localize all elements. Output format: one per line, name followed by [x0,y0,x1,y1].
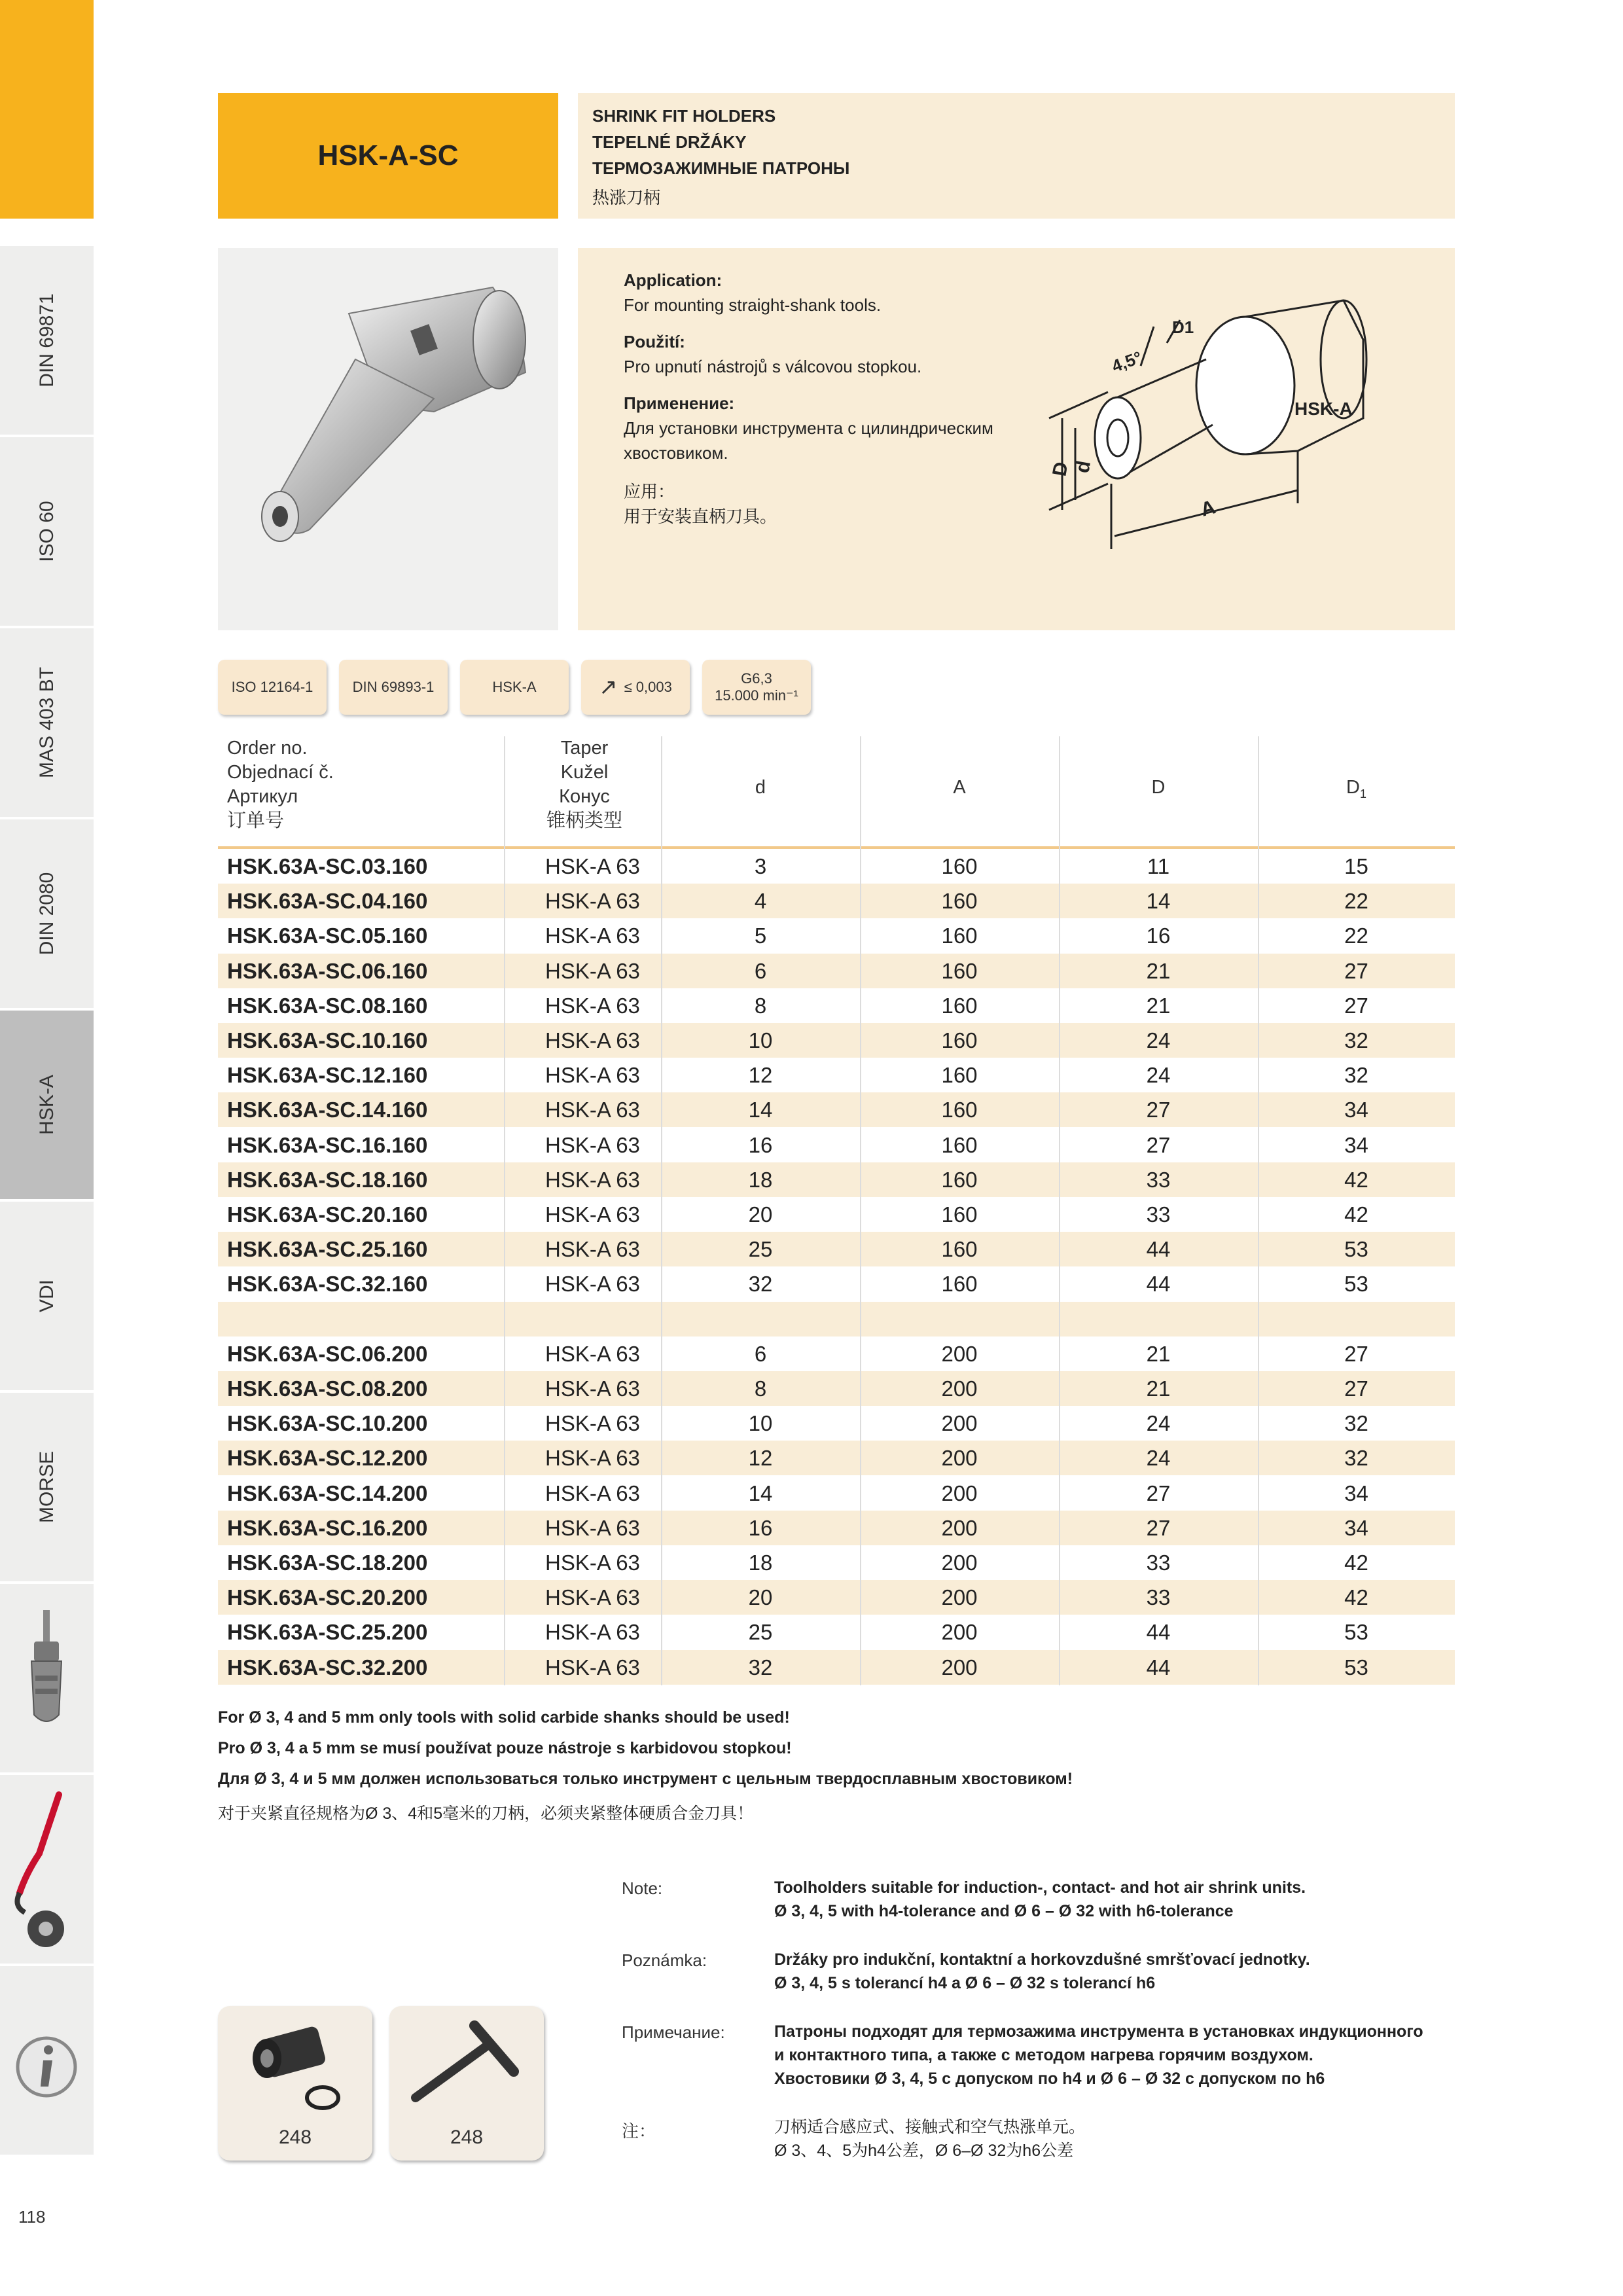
table-row [218,1128,1455,1162]
cell-d: 16 [1146,924,1171,948]
header-A: A [953,777,966,798]
cell-d: 21 [1146,993,1171,1018]
cell-d: 44 [1146,1272,1171,1297]
cell-taper: HSK-A 63 [545,1167,640,1192]
cell-d1: 53 [1344,1272,1368,1297]
cell-a: 200 [941,1620,978,1645]
table-row [218,1058,1455,1092]
cell-order-no: HSK.63A-SC.18.200 [227,1551,428,1575]
tab-din-2080[interactable] [0,819,94,1011]
cell-d1: 34 [1344,1515,1368,1540]
cell-order-no: HSK.63A-SC.14.160 [227,1098,428,1122]
cell-d [661,1302,860,1336]
cell-d1: 32 [1344,1446,1368,1471]
cell-d: 5 [754,924,767,948]
tab-label: VDI [35,1279,58,1313]
cell-a: 160 [941,1132,978,1157]
cell-d1: 32 [1344,1028,1368,1052]
cell-d: 44 [1146,1237,1171,1262]
cell-d1: 42 [1344,1202,1368,1227]
dim-label-D: D [1048,460,1073,478]
table-row [218,1650,1455,1685]
tab-hsk-a[interactable] [0,1011,94,1202]
tab-label: MAS 403 BT [35,666,58,779]
info-icon [0,1966,94,2155]
cell-d: 24 [1146,1411,1171,1436]
shrink-holder-image [218,248,558,630]
table-row [218,1092,1455,1127]
tab-label: DIN 2080 [35,872,58,956]
accessory-page: 248 [278,2126,312,2148]
note-line: Патроны подходят для термозажима инструмента в установках индукционного [774,2022,1423,2041]
cell-d: 16 [748,1132,773,1157]
header-order-cz: Objednací č. [227,762,334,783]
column-divider [1059,736,1060,1685]
table-row [218,1476,1455,1511]
table-header [218,736,1455,849]
cell-d: 21 [1146,1341,1171,1366]
table-row [218,1023,1455,1058]
dim-label-angle: 4,5° [1109,347,1145,376]
badge-hsk [460,660,569,715]
header-order-cn: 订单号 [227,810,285,831]
drill-chuck-icon [0,1584,94,1772]
cell-d: 6 [754,958,767,983]
badge-runout [581,660,690,715]
badge-iso [218,660,327,715]
warning-ru: Для Ø 3, 4 и 5 мм должен использоваться только инструмент с цельным твердосплавным хвостовиком! [218,1770,1073,1788]
cell-d: 24 [1146,1028,1171,1052]
cell-d: 8 [754,1376,767,1401]
cell-taper: HSK-A 63 [545,1551,640,1575]
cell-d: 32 [748,1655,773,1679]
app-text-en: For mounting straight-shank tools. [624,295,882,315]
header-D1-main: D [1346,777,1360,798]
cell-d [1059,1302,1258,1336]
cell-d1: 34 [1344,1132,1368,1157]
badge-text: DIN 69893-1 [352,679,435,695]
note-line: Ø 3, 4, 5 s tolerancí h4 a Ø 6 – Ø 32 s tolerancí h6 [774,1974,1156,1992]
cell-d1: 22 [1344,924,1368,948]
note-label-ru: Примечание: [622,2022,725,2042]
cell-taper: HSK-A 63 [545,1655,640,1679]
category-en: SHRINK FIT HOLDERS [592,106,776,126]
header-d: d [755,777,766,798]
table-row [218,1371,1455,1406]
app-text-ru-1: Для установки инструмента с цилиндрическим [624,418,993,438]
tab-din-69871[interactable] [0,246,94,437]
header-D1-sub: 1 [1359,787,1366,800]
app-label-cn: 应用： [624,482,675,501]
app-text-ru-2: хвостовиком. [624,443,728,463]
cell-d: 24 [1146,1446,1171,1471]
cell-d1: 32 [1344,1063,1368,1088]
t-key-icon [389,2006,544,2124]
cell-taper: HSK-A 63 [545,854,640,878]
column-divider [504,736,505,1685]
cell-order-no: HSK.63A-SC.14.200 [227,1480,428,1505]
warning-cn: 对于夹紧直径规格为Ø 3、4和5毫米的刀柄，必须夹紧整体硬质合金刀具！ [218,1804,754,1823]
cell-order-no: HSK.63A-SC.12.200 [227,1446,428,1471]
header-taper-cz: Kužel [560,762,609,783]
category-cn: 热涨刀柄 [592,188,661,207]
cell-d: 3 [754,854,767,878]
cell-a: 160 [941,958,978,983]
cell-order-no: HSK.63A-SC.06.160 [227,958,428,983]
header-taper-cn: 锥柄类型 [546,810,622,831]
cell-a: 160 [941,1028,978,1052]
badge-text: HSK-A [492,679,537,695]
app-label-en: Application: [624,270,722,290]
cell-d1: 42 [1344,1585,1368,1610]
tab-vdi[interactable] [0,1202,94,1393]
cell-order-no: HSK.63A-SC.08.200 [227,1376,428,1401]
cell-d: 21 [1146,958,1171,983]
product-photo [218,248,558,630]
cell-a: 160 [941,1272,978,1297]
note-label-cn: 注： [622,2121,656,2141]
category-ru: ТЕРМОЗАЖИМНЫЕ ПАТРОНЫ [592,158,850,178]
table-row [218,1441,1455,1475]
tab-mas-403-bt[interactable] [0,628,94,819]
cell-d1: 34 [1344,1480,1368,1505]
note-line: Držáky pro indukční, kontaktní a horkovzdušné smršťovací jednotky. [774,1950,1310,1969]
cell-a: 160 [941,1098,978,1122]
cell-d1: 42 [1344,1551,1368,1575]
cell-taper: HSK-A 63 [545,924,640,948]
cell-taper: HSK-A 63 [545,1411,640,1436]
cell-order-no: HSK.63A-SC.16.200 [227,1515,428,1540]
table-row [218,849,1455,884]
note-line: Toolholders suitable for induction-, contact- and hot air shrink units. [774,1878,1306,1897]
dim-label-d: d [1071,459,1096,475]
badge-din [339,660,448,715]
table-row [218,1511,1455,1545]
cell-d1: 27 [1344,1341,1368,1366]
cell-d: 12 [748,1446,773,1471]
cell-a [860,1302,1059,1336]
cell-taper: HSK-A 63 [545,1620,640,1645]
cell-taper: HSK-A 63 [545,1376,640,1401]
cell-order-no: HSK.63A-SC.03.160 [227,854,428,878]
cell-d: 33 [1146,1167,1171,1192]
cell-order-no: HSK.63A-SC.20.160 [227,1202,428,1227]
app-label-ru: Применение: [624,393,735,413]
cell-d: 11 [1147,854,1170,878]
accessory-collet[interactable] [218,2006,372,2161]
cell-order-no: HSK.63A-SC.25.200 [227,1620,428,1645]
cell-a: 160 [941,1202,978,1227]
table-row [218,1545,1455,1580]
table-row [218,884,1455,918]
app-text-cn: 用于安装直柄刀具。 [624,507,777,526]
product-title-box [218,93,558,219]
note-line: Ø 3、4、5为h4公差，Ø 6–Ø 32为h6公差 [774,2142,1074,2160]
cell-order-no: HSK.63A-SC.25.160 [227,1237,428,1262]
note-line: Хвостовики Ø 3, 4, 5 с допуском по h4 и Ø 6 – Ø 32 с допуском по h6 [774,2070,1325,2088]
cell-d: 27 [1146,1515,1171,1540]
cell-order-no: HSK.63A-SC.12.160 [227,1063,428,1088]
accessory-key[interactable] [389,2006,544,2161]
cell-d1: 53 [1344,1237,1368,1262]
cell-d: 21 [1146,1376,1171,1401]
cell-d1: 27 [1344,958,1368,983]
note-text-cz [774,1948,1310,1995]
tab-label: MORSE [35,1450,58,1524]
tab-label: HSK-A [35,1075,58,1135]
cell-d: 27 [1146,1480,1171,1505]
cell-taper: HSK-A 63 [545,1237,640,1262]
cell-order-no: HSK.63A-SC.10.200 [227,1411,428,1436]
cell-a: 200 [941,1515,978,1540]
tab-wrench-nut[interactable] [0,1775,94,1966]
cell-a: 200 [941,1446,978,1471]
cell-order-no: HSK.63A-SC.20.200 [227,1585,428,1610]
tab-label: DIN 69871 [35,293,58,387]
cell-taper: HSK-A 63 [545,1446,640,1471]
cell-d: 8 [754,993,767,1018]
cell-a: 200 [941,1480,978,1505]
cell-a: 160 [941,1237,978,1262]
cell-a: 160 [941,854,978,878]
note-label-cz: Poznámka: [622,1950,707,1970]
cell-d: 14 [748,1480,773,1505]
warning-en: For Ø 3, 4 and 5 mm only tools with solid carbide shanks should be used! [218,1708,790,1727]
cell-d1: 22 [1344,889,1368,914]
dim-label-d1: D1 [1172,317,1194,337]
header-order-ru: Артикул [227,786,298,807]
badge-balance [702,660,811,715]
cell-d: 27 [1146,1132,1171,1157]
table-row [218,918,1455,953]
cell-taper: HSK-A 63 [545,1028,640,1052]
header-taper-ru: Конус [559,786,610,807]
cell-d1: 27 [1344,993,1368,1018]
cell-taper: HSK-A 63 [545,1272,640,1297]
cell-a: 160 [941,1167,978,1192]
note-text-cn [774,2115,1085,2162]
column-divider [1258,736,1259,1685]
cell-d: 25 [748,1237,773,1262]
cell-d: 10 [748,1028,773,1052]
tab-iso-60[interactable] [0,437,94,628]
cell-a: 160 [941,993,978,1018]
cell-d: 33 [1146,1551,1171,1575]
cell-taper: HSK-A 63 [545,1515,640,1540]
cell-a: 160 [941,1063,978,1088]
note-line: и контактного типа, а также с методом нагрева горячим воздухом. [774,2046,1313,2064]
cell-d1: 15 [1344,854,1368,878]
cell-d1: 53 [1344,1620,1368,1645]
cell-order-no: HSK.63A-SC.04.160 [227,889,428,914]
dim-label-hsk: HSK-A [1294,399,1353,419]
dimension-drawing [1036,287,1442,588]
cell-d1: 32 [1344,1411,1368,1436]
note-text-ru [774,2020,1423,2090]
cell-order-no: HSK.63A-SC.32.160 [227,1272,428,1297]
app-label-cz: Použití: [624,332,685,351]
cell-d: 20 [748,1585,773,1610]
cell-d: 12 [748,1063,773,1088]
product-title: HSK-A-SC [317,139,459,171]
badge-text: 15.000 min⁻¹ [715,687,798,704]
cell-d1: 27 [1344,1376,1368,1401]
cell-d: 14 [1146,889,1171,914]
note-label-en: Note: [622,1878,663,1898]
tab-morse[interactable] [0,1393,94,1584]
table-spacer-row [218,1302,1455,1336]
cell-order-no: HSK.63A-SC.32.200 [227,1655,428,1679]
cell-d1: 53 [1344,1655,1368,1679]
cell-d1 [1258,1302,1455,1336]
cell-d: 20 [748,1202,773,1227]
cell-d: 33 [1146,1585,1171,1610]
table-row [218,1232,1455,1266]
cell-order-no: HSK.63A-SC.08.160 [227,993,428,1018]
sidebar-accent-block [0,0,94,219]
cell-d: 10 [748,1411,773,1436]
cell-taper: HSK-A 63 [545,1202,640,1227]
cell-taper: HSK-A 63 [545,993,640,1018]
cell-a: 200 [941,1341,978,1366]
header-D1 [1258,776,1455,806]
table-row [218,1266,1455,1301]
header-order [227,736,334,833]
cell-d: 6 [754,1341,767,1366]
table-row [218,988,1455,1023]
cell-d: 44 [1146,1620,1171,1645]
column-divider [661,736,662,1685]
cell-a: 200 [941,1655,978,1679]
warning-cz: Pro Ø 3, 4 a 5 mm se musí používat pouze nástroje s karbidovou stopkou! [218,1739,792,1757]
category-header [578,93,1455,219]
column-divider [860,736,861,1685]
cell-d: 24 [1146,1063,1171,1088]
cell-d1: 42 [1344,1167,1368,1192]
header-order-en: Order no. [227,738,308,759]
cell-d: 14 [748,1098,773,1122]
cell-taper: HSK-A 63 [545,958,640,983]
cell-a: 200 [941,1585,978,1610]
page-number: 118 [18,2207,46,2227]
badge-text: ISO 12164-1 [231,679,313,695]
table-row [218,1162,1455,1197]
cell-a: 200 [941,1411,978,1436]
collet-nut-icon [218,2006,372,2124]
dim-label-A: A [1198,496,1218,521]
runout-arrow-icon: ↗ [599,675,618,700]
tab-drill-chuck[interactable] [0,1584,94,1775]
cell-order-no: HSK.63A-SC.16.160 [227,1132,428,1157]
cell-d: 33 [1146,1202,1171,1227]
cell-a: 200 [941,1376,978,1401]
cell-d: 27 [1146,1098,1171,1122]
category-cz: TEPELNÉ DRŽÁKY [592,132,747,152]
badge-text: ≤ 0,003 [624,679,672,695]
accessory-page: 248 [450,2126,484,2148]
cell-d: 18 [748,1551,773,1575]
cell-order-no: HSK.63A-SC.06.200 [227,1341,428,1366]
cell-taper: HSK-A 63 [545,1585,640,1610]
cell-taper: HSK-A 63 [545,1063,640,1088]
header-taper [506,736,663,833]
cell-order-no: HSK.63A-SC.10.160 [227,1028,428,1052]
cell-d: 4 [754,889,767,914]
cell-taper: HSK-A 63 [545,1480,640,1505]
cell-d1: 34 [1344,1098,1368,1122]
cell-d: 25 [748,1620,773,1645]
table-row [218,1197,1455,1232]
table-row [218,954,1455,988]
note-line: 刀柄适合感应式、接触式和空气热涨单元。 [774,2118,1086,2136]
table-row [218,1406,1455,1441]
cell-order-no: HSK.63A-SC.05.160 [227,924,428,948]
cell-d: 44 [1146,1655,1171,1679]
table-row [218,1615,1455,1649]
tab-info[interactable] [0,1966,94,2157]
app-text-cz: Pro upnutí nástrojů s válcovou stopkou. [624,357,922,376]
wrench-nut-icon [0,1775,94,1964]
cell-a: 200 [941,1551,978,1575]
tab-label: ISO 60 [35,501,58,562]
table-row [218,1580,1455,1615]
application-panel [578,248,1455,630]
cell-d: 18 [748,1167,773,1192]
header-taper-en: Taper [560,738,609,759]
cell-taper: HSK-A 63 [545,1098,640,1122]
cell-taper: HSK-A 63 [545,1341,640,1366]
cell-taper: HSK-A 63 [545,1132,640,1157]
note-line: Ø 3, 4, 5 with h4-tolerance and Ø 6 – Ø 32 with h6-tolerance [774,1902,1234,1920]
cell-a: 160 [941,889,978,914]
note-text-en [774,1876,1306,1923]
cell-taper: HSK-A 63 [545,889,640,914]
cell-d: 16 [748,1515,773,1540]
cell-d: 32 [748,1272,773,1297]
badge-text: G6,3 [741,670,772,687]
table-row [218,1336,1455,1371]
header-D: D [1151,777,1166,798]
cell-a: 160 [941,924,978,948]
cell-order-no: HSK.63A-SC.18.160 [227,1167,428,1192]
